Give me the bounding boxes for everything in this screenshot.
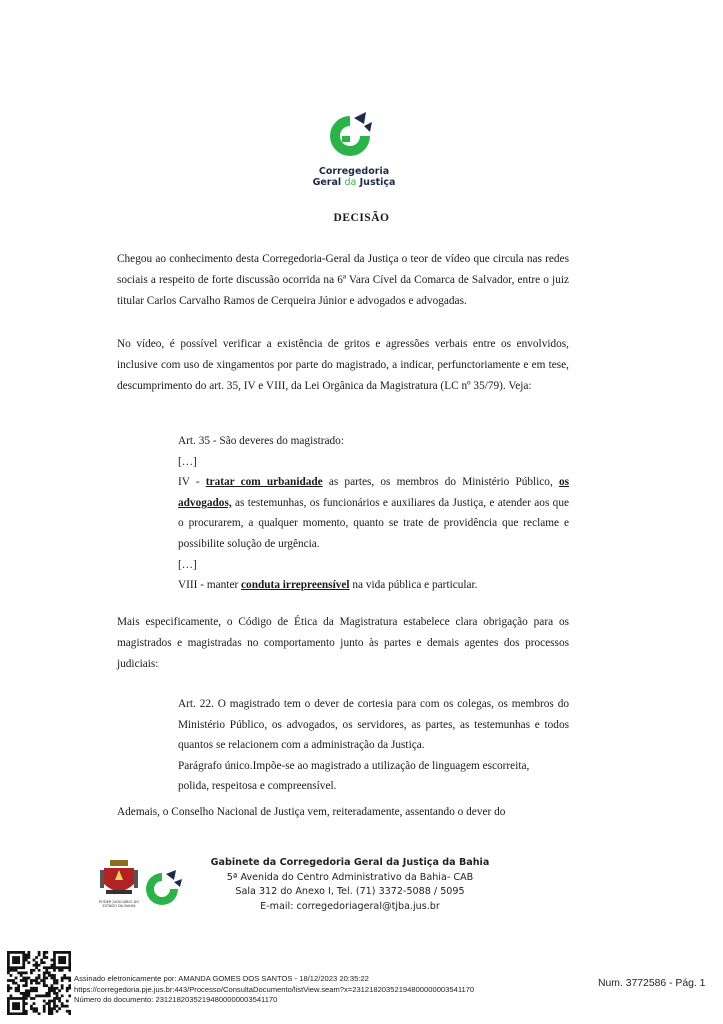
footer-address — [190, 856, 510, 914]
quote-item-iv — [178, 472, 569, 554]
logo-line1: Corregedoria — [318, 166, 390, 177]
footer-email: E-mail: corregedoriageral@tjba.jus.br — [260, 900, 440, 912]
document-title: DECISÃO — [333, 212, 390, 224]
signature-document-number: Número do documento: 23121820352194800000003541170 — [74, 995, 278, 1005]
quote-art22-paragraph-line2: polida, respeitosa e compreensível. — [178, 780, 337, 793]
qr-code-icon — [7, 951, 71, 1015]
logo-wordmark — [310, 166, 398, 188]
quote-art35 — [178, 431, 569, 596]
quote-art22-text: Art. 22. O magistrado tem o dever de cortesia para com os colegas, os membros do Ministério Público, os advogados, os servidores, as partes, as testemunhas e todos quantos se relacionem com a administração da Justiça. — [178, 698, 569, 752]
logo-word-justica: Justiça — [359, 177, 396, 188]
paragraph-3: Mais especificamente, o Código de Ética da Magistratura estabelece clara obrigação para os magistrados e magistradas no comportamento junto às partes e demais agentes dos processos judiciais: — [117, 616, 569, 671]
footer-room-phone: Sala 312 do Anexo I, Tel. (71) 3372-5088 / 5095 — [235, 886, 465, 897]
quote-art35-heading: Art. 35 - São deveres do magistrado: — [178, 435, 344, 447]
page-number: Num. 3772586 - Pág. 1 — [598, 978, 706, 989]
footer-corregedoria-logo — [142, 870, 186, 913]
quote-item-viii — [178, 575, 569, 596]
item-viii-underline: conduta irrepreensível — [241, 579, 350, 592]
corregedoria-logo — [310, 108, 396, 193]
item-iv-mid: as partes, os membros do Ministério Público, — [322, 476, 559, 489]
tjba-coat-of-arms-icon — [96, 858, 142, 900]
item-viii-prefix: VIII - manter — [178, 579, 242, 592]
seal-caption: PODER JUDICIÁRIO DO ESTADO DA BAHIA — [98, 900, 140, 908]
logo-word-da: da — [344, 177, 357, 188]
tjba-seal — [96, 858, 142, 912]
signature-signer: Assinado eletronicamente por: AMANDA GOMES DOS SANTOS - 18/12/2023 20:35:22 — [74, 974, 369, 983]
footer-street: 5ª Avenida do Centro Administrativo da Bahia- CAB — [226, 871, 474, 883]
quote-ellipsis: […] — [178, 455, 197, 468]
item-iv-underline-1: tratar com urbanidade — [205, 476, 323, 489]
signature-url[interactable]: https://corregedoria.pje.jus.br:443/Processo/ConsultaDocumento/listView.seam?x=23121820352194800000003541170 — [74, 984, 475, 994]
quote-ellipsis: […] — [178, 558, 197, 571]
footer-title: Gabinete da Corregedoria Geral da Justiça da Bahia — [210, 857, 490, 868]
item-viii-rest: na vida pública e particular. — [349, 579, 478, 592]
quote-art22-paragraph-line1: Parágrafo único.Impõe-se ao magistrado a utilização de linguagem escorreita, — [178, 759, 530, 772]
item-iv-underline-2: os advogados, — [178, 476, 569, 509]
footer-logo-icon — [142, 870, 186, 908]
item-iv-prefix: IV - — [178, 476, 206, 489]
logo-word-geral: Geral — [312, 177, 342, 188]
corregedoria-logo-icon — [314, 108, 386, 164]
quote-art22 — [178, 694, 569, 797]
electronic-signature — [74, 974, 474, 1006]
paragraph-4: Ademais, o Conselho Nacional de Justiça vem, reiteradamente, assentando o dever do — [117, 806, 506, 818]
paragraph-2: No vídeo, é possível verificar a existência de gritos e agressões verbais entre os envolvidos, inclusive com uso de xingamentos por parte do magistrado, a indicar, perfunctoriamente e em tese, descumprimento do art. 35, IV e VIII, da Lei Orgânica da Magistratura (LC nº 35/79). Veja: — [117, 338, 569, 393]
item-iv-rest: as testemunhas, os funcionários e auxiliares da Justiça, e atender aos que o procurarem, a qualquer momento, quanto se trate de providência que reclame e possibilite solução de urgência. — [178, 496, 569, 550]
paragraph-1: Chegou ao conhecimento desta Corregedoria-Geral da Justiça o teor de vídeo que circula nas redes sociais a respeito de forte discussão ocorrida na 6ª Vara Cível da Comarca de Salvador, entre o juiz titular Carlos Carvalho Ramos de Cerqueira Júnior e advogados e advogadas. — [117, 253, 569, 308]
logo-line2 — [310, 177, 398, 188]
qr-code — [7, 951, 71, 1015]
